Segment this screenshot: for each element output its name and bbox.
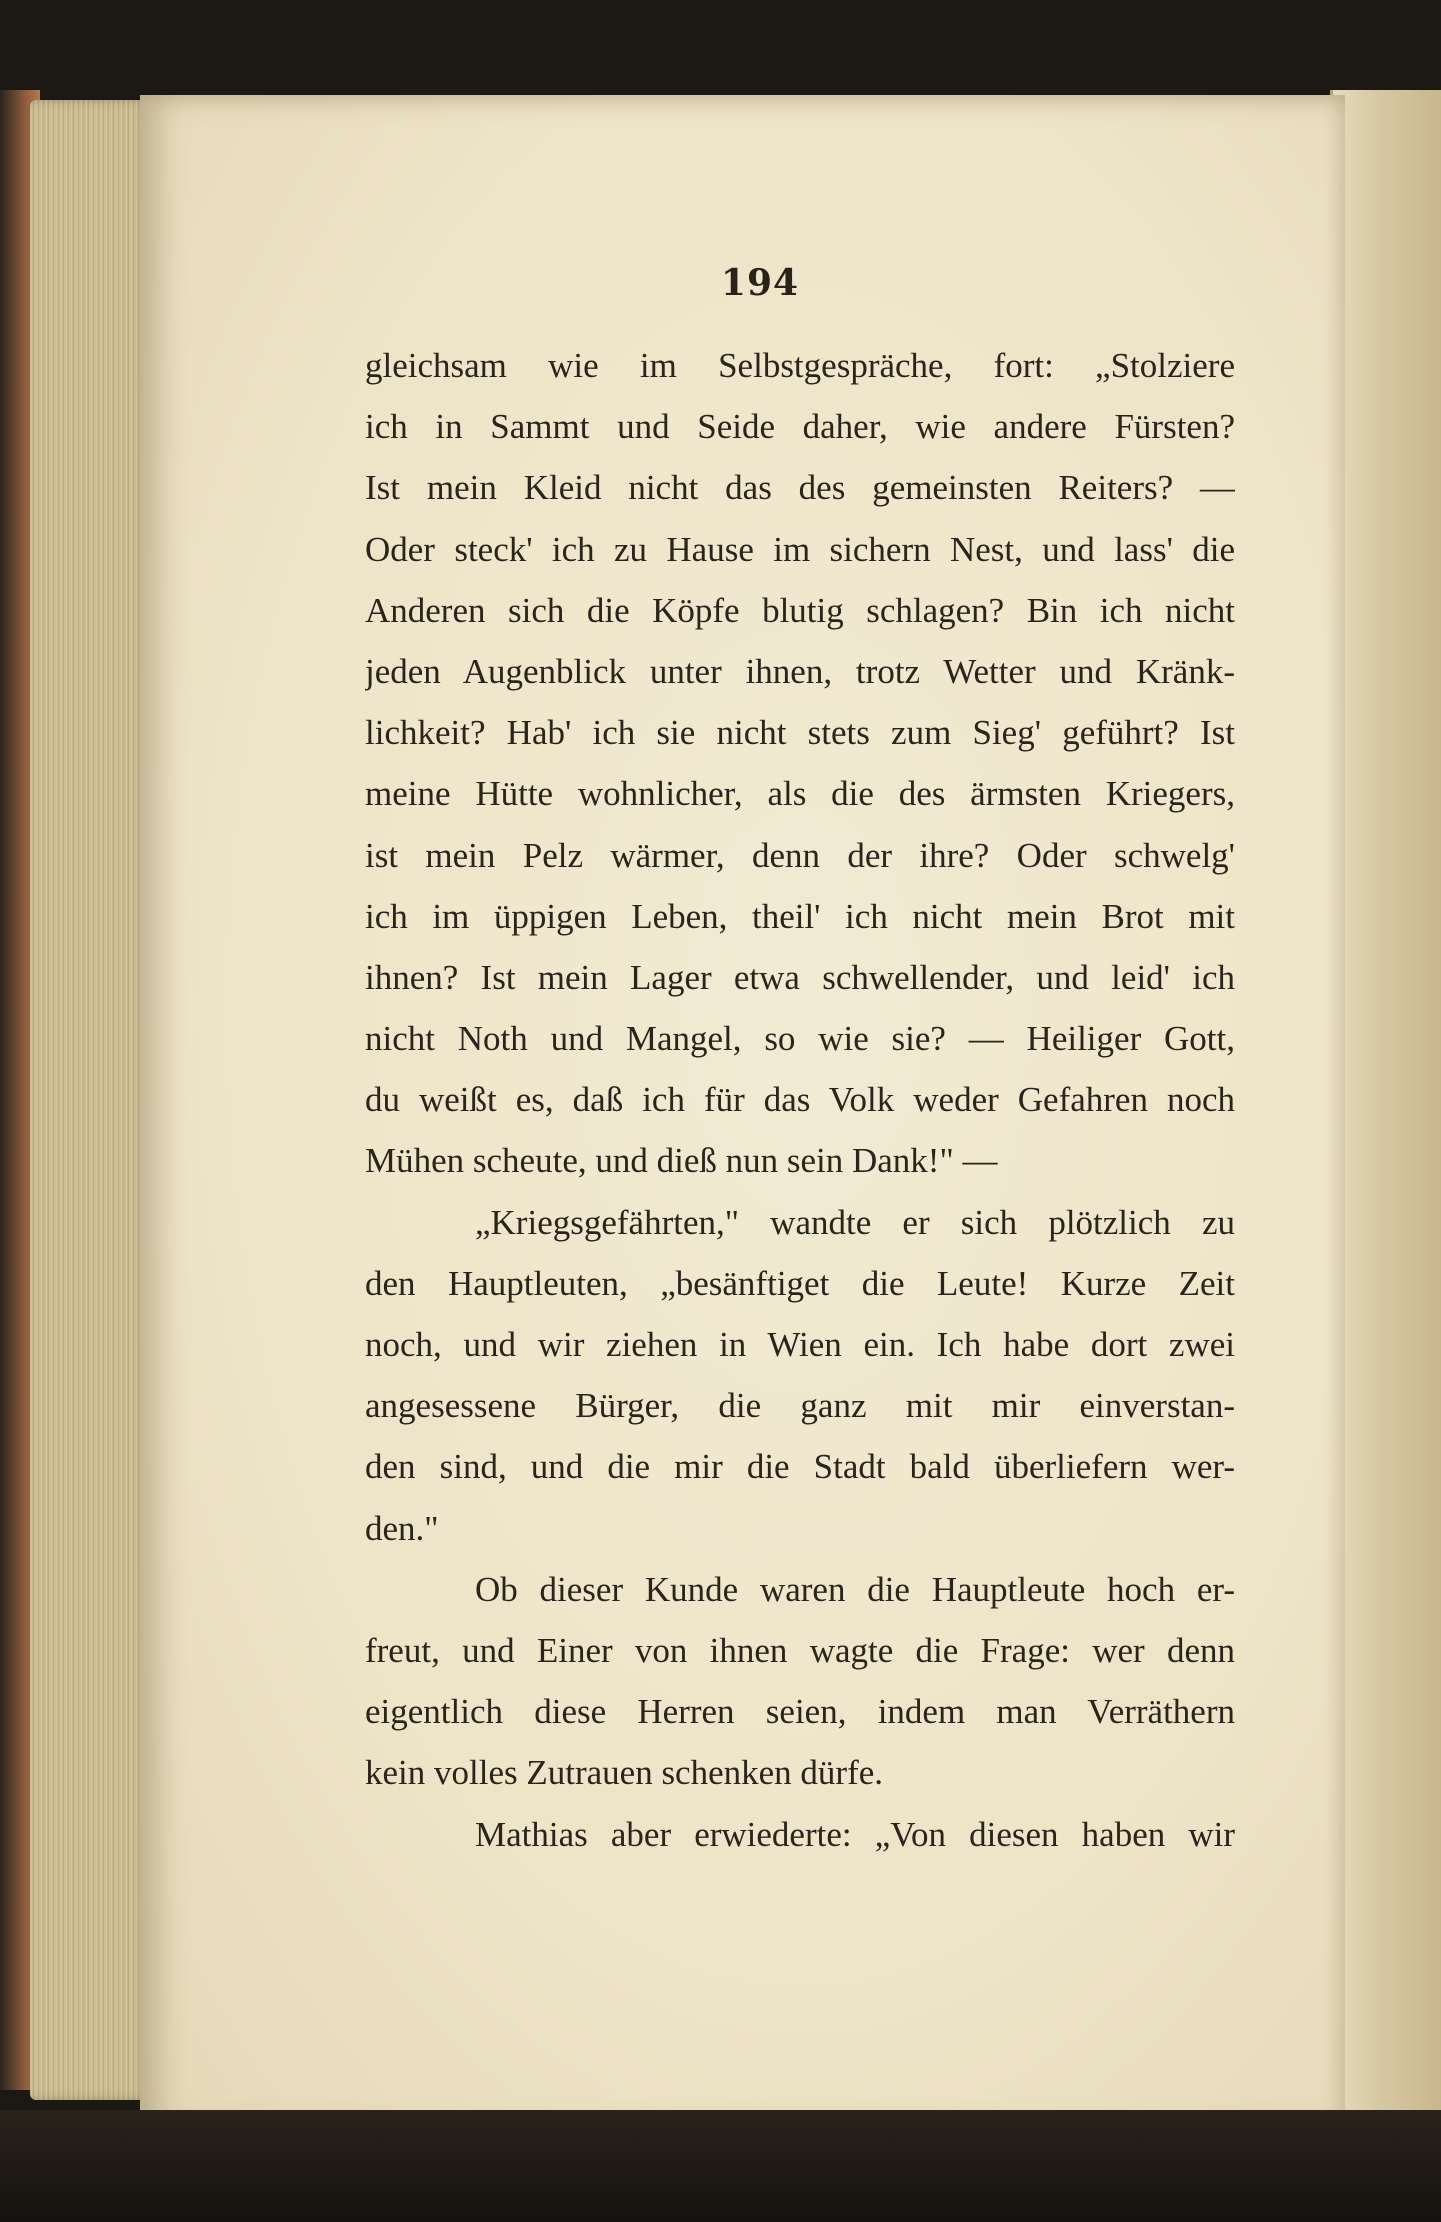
text-line: ist mein Pelz wärmer, denn der ihre? Oder schwelg' [365, 835, 1235, 875]
facing-page-edge [1330, 90, 1441, 2120]
text-line: den." [365, 1508, 439, 1548]
text-line: Mühen scheute, und dieß nun sein Dank!" — [365, 1141, 998, 1181]
text-line: Mathias aber erwiederte: „Von diesen haben wir [475, 1814, 1235, 1854]
text-line: lichkeit? Hab' ich sie nicht stets zum Sieg' geführt? Ist [365, 713, 1235, 753]
text-line: den sind, und die mir die Stadt bald überliefern wer- [365, 1447, 1235, 1487]
text-line: jeden Augenblick unter ihnen, trotz Wetter und Kränk- [365, 651, 1235, 691]
text-line: Ist mein Kleid nicht das des gemeinsten Reiters? — [365, 468, 1235, 508]
text-line: gleichsam wie im Selbstgespräche, fort: „Stolziere [365, 346, 1235, 385]
text-line: noch, und wir ziehen in Wien ein. Ich habe dort zwei [365, 1325, 1235, 1364]
scan-background [0, 2110, 1441, 2222]
text-line: den Hauptleuten, „besänftiget die Leute! Kurze Zeit [365, 1263, 1235, 1303]
text-line: meine Hütte wohnlicher, als die des ärmsten Kriegers, [365, 774, 1235, 814]
text-line: eigentlich diese Herren seien, indem man Verräthern [365, 1692, 1235, 1732]
body-text [365, 335, 1235, 1865]
text-line: Oder steck' ich zu Hause im sichern Nest, und lass' die [365, 529, 1235, 569]
text-line: ich in Sammt und Seide daher, wie andere Fürsten? [365, 407, 1235, 447]
text-line: kein volles Zutrauen schenken dürfe. [365, 1753, 884, 1793]
text-line: nicht Noth und Mangel, so wie sie? — Heiliger Gott, [365, 1019, 1235, 1059]
text-line: freut, und Einer von ihnen wagte die Frage: wer denn [365, 1630, 1235, 1670]
text-line: „Kriegsgefährten," wandte er sich plötzlich zu [475, 1202, 1235, 1242]
text-line: du weißt es, daß ich für das Volk weder Gefahren noch [365, 1080, 1235, 1120]
text-line: Anderen sich die Köpfe blutig schlagen? Bin ich nicht [365, 590, 1235, 630]
text-line: ich im üppigen Leben, theil' ich nicht mein Brot mit [365, 896, 1235, 936]
text-line: ihnen? Ist mein Lager etwa schwellender, und leid' ich [365, 957, 1235, 997]
text-line: Ob dieser Kunde waren die Hauptleute hoch er- [475, 1569, 1235, 1609]
text-line: angesessene Bürger, die ganz mit mir einverstan- [365, 1386, 1235, 1426]
page-edges [30, 100, 150, 2100]
page-number: 194 [720, 262, 800, 304]
